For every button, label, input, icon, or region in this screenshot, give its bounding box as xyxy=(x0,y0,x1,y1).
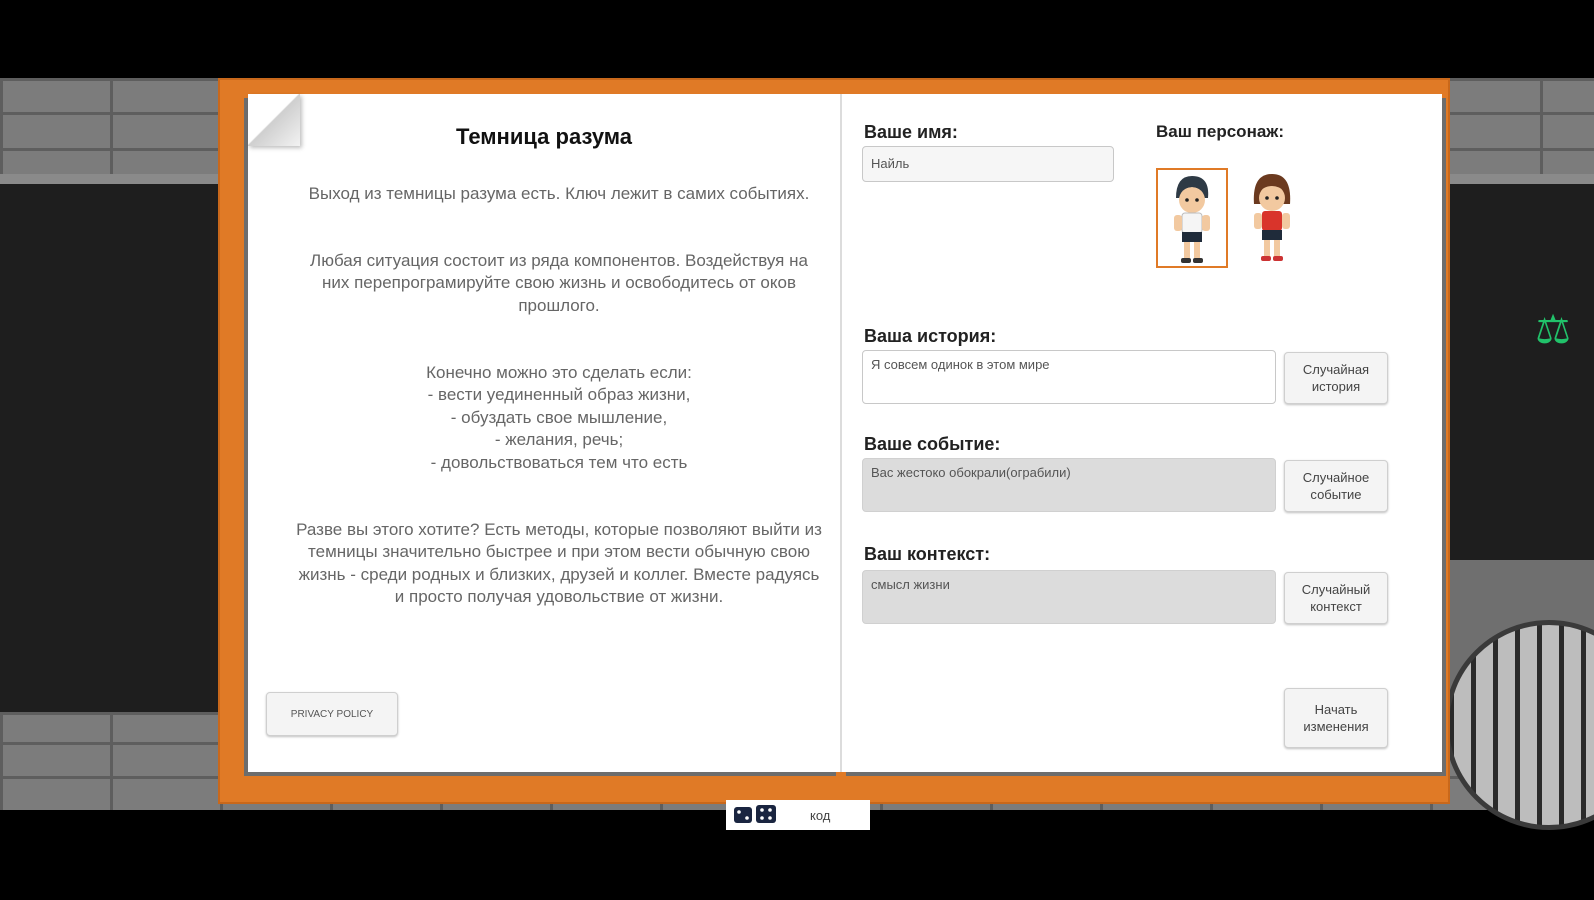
intro-text xyxy=(294,160,824,631)
paragraph: Разве вы этого хотите? Есть методы, которые позволяют выйти из темницы значительно быстрее и при этом вести обычную свою жизнь - среди родных и близких, друзей и коллег. Вместе радуясь и просто получая удовольствие от жизни. xyxy=(296,519,822,606)
paragraph: Любая ситуация состоит из ряда компонентов. Воздействуя на них перепрограмируйте свою жизнь и освободитесь от оков прошлого. xyxy=(310,250,808,315)
context-label: Ваш контекст: xyxy=(864,544,991,564)
dungeon-gate xyxy=(1434,560,1594,720)
book xyxy=(218,78,1450,804)
left-page xyxy=(248,94,840,772)
boy-avatar[interactable] xyxy=(1156,168,1228,268)
paragraph: Конечно можно это сделать если: - вести уединенный образ жизни, - обуздать свое мышление, - желания, речь; - довольствоваться тем что есть xyxy=(426,362,692,472)
random-context-button[interactable]: Случайный контекст xyxy=(1284,572,1388,624)
boy-avatar-icon xyxy=(1158,170,1226,266)
context-input[interactable]: смысл жизни xyxy=(862,570,1276,624)
history-input[interactable]: Я совсем одинок в этом мире xyxy=(862,350,1276,404)
start-changes-button[interactable]: Начать изменения xyxy=(1284,688,1388,748)
dice-icon xyxy=(732,804,780,826)
scales-icon[interactable]: ⚖ xyxy=(1535,308,1571,352)
page-title: Темница разума xyxy=(455,124,632,149)
history-label: Ваша история: xyxy=(864,326,997,346)
random-event-button[interactable]: Случайное событие xyxy=(1284,460,1388,512)
code-tab[interactable] xyxy=(726,800,870,830)
right-page xyxy=(842,94,1442,772)
random-history-button[interactable]: Случайная история xyxy=(1284,352,1388,404)
code-label: код xyxy=(810,807,831,823)
girl-avatar[interactable] xyxy=(1238,168,1310,268)
event-input[interactable]: Вас жестоко обокрали(ограбили) xyxy=(862,458,1276,512)
event-label: Ваше событие: xyxy=(864,434,1001,454)
name-label: Ваше имя: xyxy=(864,122,958,142)
name-input[interactable]: Найль xyxy=(862,146,1114,182)
privacy-policy-button[interactable]: PRIVACY POLICY xyxy=(266,692,398,736)
paragraph: Выход из темницы разума есть. Ключ лежит в самих событиях. xyxy=(308,183,810,203)
character-label: Ваш персонаж: xyxy=(1156,122,1285,141)
girl-avatar-icon xyxy=(1238,168,1306,264)
